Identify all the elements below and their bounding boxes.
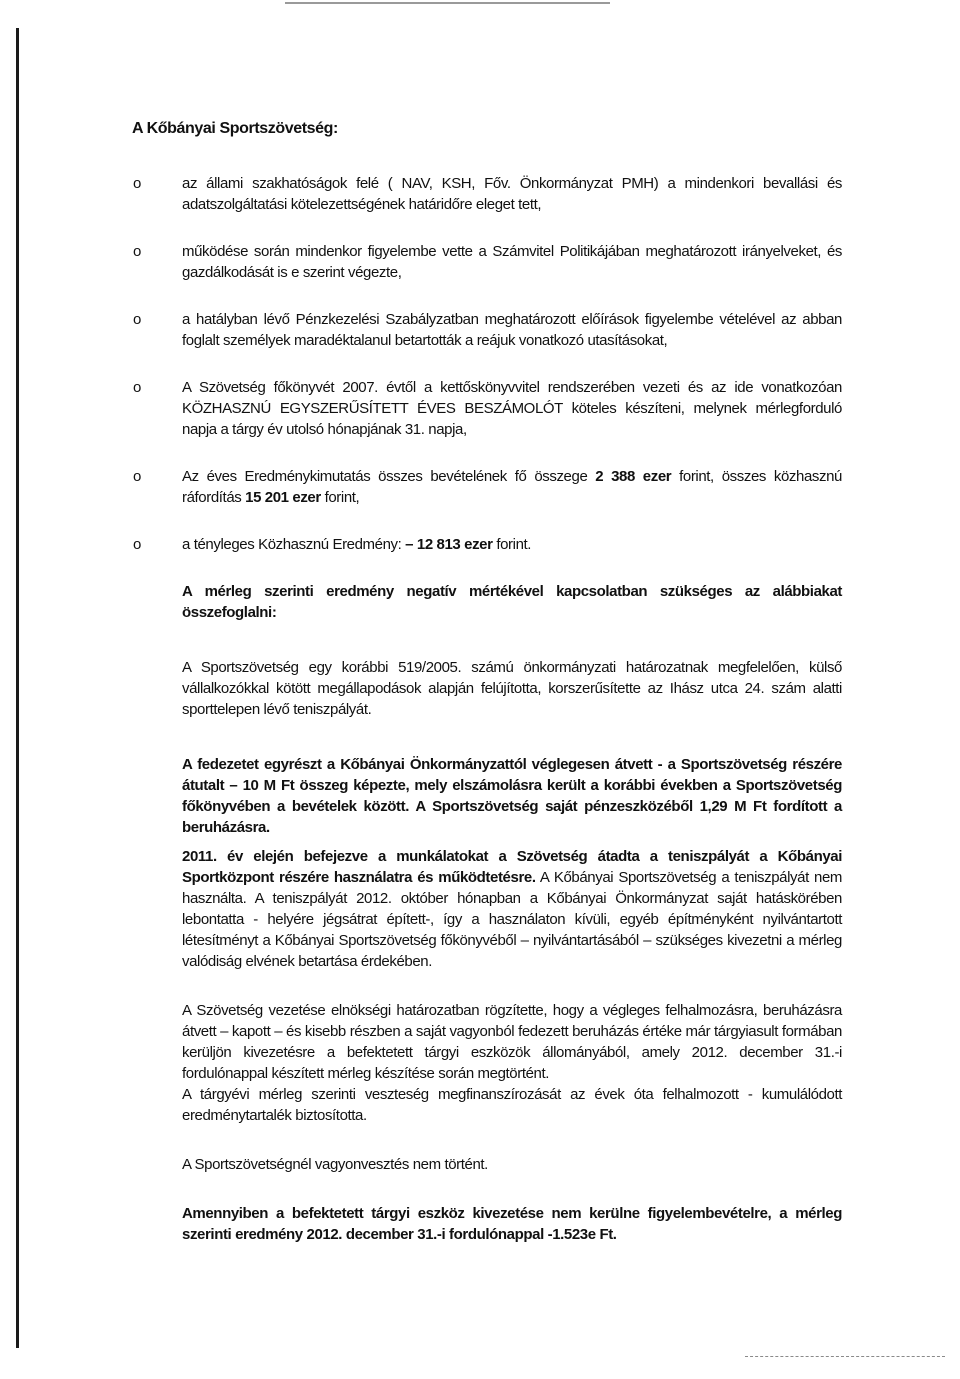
list-item (132, 309, 842, 351)
paragraph-funding: A fedezetet egyrészt a Kőbányai Önkormányzattól véglegesen átvett - a Sportszövetség részére átutalt – 10 M Ft összeg képezte, mely elszámolásra került a korábbi években a Sportszövetség főkönyvében a bevételek között. A Sportszövetség saját pénzeszközéből 1,29 M Ft fordított a beruházásra. (182, 756, 842, 836)
list-item (132, 377, 842, 440)
expense-total: 15 201 ezer (245, 489, 321, 506)
paragraph-board-decision: A Szövetség vezetése elnökségi határozatban rögzítette, hogy a végleges felhalmozásra, beruházásra átvett – kapott – és kisebb részben a saját vagyonból fedezett beruházás értéke már tárgyiasult formában kerüljön kivezetésre a befektetett tárgyi eszközök állományából, amely 2012. december 31.-i fordulónappal készített mérleg készítése során megtörtént. (182, 1002, 842, 1082)
bullet-list (132, 173, 842, 555)
bullet-circle-icon: o (133, 175, 141, 192)
list-item-text: a hatályban lévő Pénzkezelési Szabályzatban meghatározott előírások figyelembe vételével az abban foglalt személyek maradéktalanul betartották a reájuk vonatkozó utasításokat, (182, 311, 842, 349)
list-item (132, 466, 842, 508)
list-item-text: az állami szakhatóságok felé ( NAV, KSH, Főv. Önkormányzat PMH) a mindenkori bevallási és adatszolgáltatási kötelezettségének határidőre eleget tett, (182, 175, 842, 213)
paragraph-handover-bold: 2011. év elején befejezve a munkálatokat a Szövetség átadta a teniszpályát a Kőbányai Sportközpont részére használatra és működtetésre. (182, 848, 842, 886)
list-item-text: A Szövetség főkönyvét 2007. évtől a kettőskönyvvitel rendszerében vezeti és az ide vonatkozóan KÖZHASZNÚ EGYSZERŰSÍTETT ÉVES BESZÁMOLÓT köteles készíteni, melynek mérlegforduló napja a tárgy év utolsó hónapjának 31. napja, (182, 379, 842, 438)
bullet-circle-icon: o (133, 536, 141, 553)
revenue-total: 2 388 ezer (595, 468, 672, 485)
scan-artifact-left-edge (16, 28, 19, 1348)
result-total: – 12 813 ezer (405, 536, 493, 553)
list-item-text: forint, (320, 489, 360, 506)
list-item-text: forint. (492, 536, 532, 553)
list-item (132, 534, 842, 555)
list-item (132, 241, 842, 283)
list-item-text: működése során mindenkor figyelembe vette a Számvitel Politikájában meghatározott irányelveket, és gazdálkodását is e szerint végezte, (182, 243, 842, 281)
scan-artifact-top-line (285, 2, 610, 4)
bullet-circle-icon: o (133, 379, 141, 396)
paragraph-conclusion: Amennyiben a befektetett tárgyi eszköz kivezetése nem kerülne figyelembevételre, a mérleg szerinti eredmény 2012. december 31.-i fordulónappal -1.523e Ft. (182, 1205, 842, 1243)
paragraph-renovation: A Sportszövetség egy korábbi 519/2005. számú önkormányzati határozatnak megfelelően, külső vállalkozókkal kötött megállapodások alapján felújította, korszerűsítette az Ihász utca 24. szám alatti sporttelepen lévő teniszpályát. (182, 659, 842, 718)
bullet-circle-icon: o (133, 468, 141, 485)
section-subheading: A mérleg szerinti eredmény negatív mértékével kapcsolatban szükséges az alábbiakat összefoglalni: (182, 583, 842, 621)
scan-artifact-bottom-line (745, 1356, 945, 1358)
paragraph-no-asset-loss: A Sportszövetségnél vagyonvesztés nem történt. (182, 1156, 488, 1173)
paragraph-loss-financing: A tárgyévi mérleg szerinti veszteség megfinanszírozását az évek óta felhalmozott - kumulálódott eredménytartalék biztosította. (182, 1086, 842, 1124)
paragraph-handover (132, 846, 842, 972)
bullet-circle-icon: o (133, 243, 141, 260)
list-item (132, 173, 842, 215)
bullet-circle-icon: o (133, 311, 141, 328)
list-item-text: Az éves Eredménykimutatás összes bevételének fő összege (182, 468, 596, 485)
document-page (132, 118, 842, 1245)
list-item-text: forint, összes közhasznú ráfordítás (182, 468, 842, 506)
list-item-text: a tényleges Közhasznú Eredmény: (182, 536, 406, 553)
paragraph-handover-text: A Kőbányai Sportszövetség a teniszpályát nem használta. A teniszpályát 2012. október hónapban a Kőbányai Önkormányzat saját hatáskörében lebontatta - helyére jégsátrat épített-, így a használaton kívüli, egyéb építményként nyilvántartott létesítményt a Kőbányai Sportszövetség főkönyvéből – nyilvántartásából – szükséges kivezetni a mérleg valódiság elvének betartása érdekében. (182, 869, 842, 970)
document-heading: A Kőbányai Sportszövetség: (132, 120, 338, 137)
